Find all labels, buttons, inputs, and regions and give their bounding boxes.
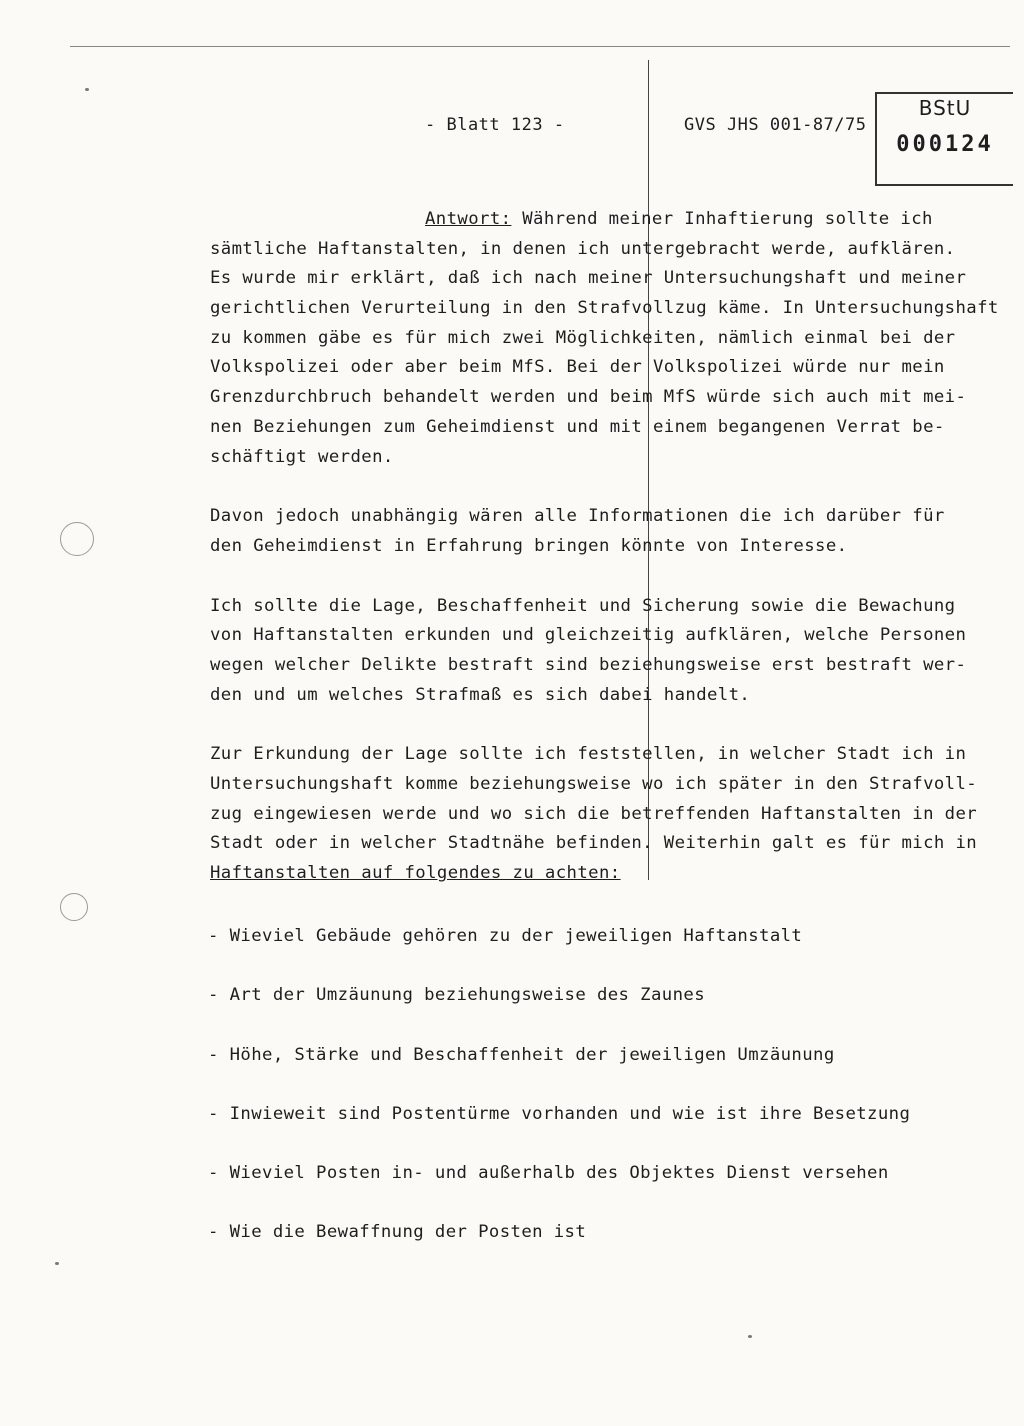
section-heading: Haftanstalten auf folgendes zu achten:: [210, 863, 621, 884]
list-item: - Höhe, Stärke und Beschaffenheit der jeweiligen Umzäunung: [208, 1044, 835, 1065]
scan-edge-line: [70, 46, 1010, 47]
paragraph-line: nen Beziehungen zum Geheimdienst und mit einem begangenen Verrat be-: [210, 416, 945, 437]
list-item: - Art der Umzäunung beziehungsweise des Zaunes: [208, 985, 705, 1006]
document-reference: GVS JHS 001-87/75: [684, 115, 867, 135]
paragraph-line: Stadt oder in welcher Stadtnähe befinden. Weiterhin galt es für mich in: [210, 833, 978, 854]
paragraph-line: zu kommen gäbe es für mich zwei Möglichkeiten, nämlich einmal bei der: [210, 327, 956, 348]
document-body: [210, 205, 1000, 889]
paragraph-line: den und um welches Strafmaß es sich dabei handelt.: [210, 684, 751, 705]
answer-label: Antwort:: [425, 209, 512, 229]
list-item: - Wieviel Posten in- und außerhalb des Objektes Dienst versehen: [208, 1163, 889, 1184]
page-number: - Blatt 123 -: [425, 115, 565, 135]
paragraph-line: wegen welcher Delikte bestraft sind beziehungsweise erst bestraft wer-: [210, 654, 967, 675]
punch-hole-mark: [60, 522, 94, 556]
paragraph-line: Zur Erkundung der Lage sollte ich feststellen, in welcher Stadt ich in: [210, 744, 967, 765]
paragraph-line: Grenzdurchbruch behandelt werden und beim MfS würde sich auch mit mei-: [210, 387, 967, 408]
paragraph-line: zug eingewiesen werde und wo sich die betreffenden Haftanstalten in der: [210, 803, 978, 824]
list-item: - Inwieweit sind Postentürme vorhanden und wie ist ihre Besetzung: [208, 1103, 911, 1124]
bullet-list: [208, 922, 998, 1278]
scan-speck: [55, 1262, 59, 1265]
paragraph-line: Antwort: Während meiner Inhaftierung sollte ich: [425, 209, 933, 229]
paragraph-line: von Haftanstalten erkunden und gleichzeitig aufklären, welche Personen: [210, 625, 967, 646]
scan-speck: [748, 1335, 752, 1338]
paragraph-line: den Geheimdienst in Erfahrung bringen könnte von Interesse.: [210, 535, 848, 556]
paragraph-line: Volkspolizei oder aber beim MfS. Bei der Volkspolizei würde nur mein: [210, 357, 945, 378]
stamp-number: 000124: [896, 132, 994, 157]
archive-stamp: [875, 92, 1013, 186]
scan-speck: [85, 88, 89, 91]
paragraph-line: sämtliche Haftanstalten, in denen ich untergebracht werde, aufklären.: [210, 238, 956, 259]
paragraph-line: gerichtlichen Verurteilung in den Strafvollzug käme. In Untersuchungshaft: [210, 298, 999, 319]
paragraph-line: schäftigt werden.: [210, 446, 394, 467]
list-item: - Wie die Bewaffnung der Posten ist: [208, 1222, 587, 1243]
paragraph-line: Ich sollte die Lage, Beschaffenheit und Sicherung sowie die Bewachung: [210, 595, 956, 616]
paragraph-line: Es wurde mir erklärt, daß ich nach meiner Untersuchungshaft und meiner: [210, 268, 967, 289]
paragraph-line: Davon jedoch unabhängig wären alle Informationen die ich darüber für: [210, 506, 945, 527]
punch-hole-mark: [60, 893, 88, 921]
stamp-title: BStU: [918, 96, 972, 120]
list-item: - Wieviel Gebäude gehören zu der jeweiligen Haftanstalt: [208, 926, 803, 946]
paragraph-line: Untersuchungshaft komme beziehungsweise wo ich später in den Strafvoll-: [210, 774, 978, 794]
